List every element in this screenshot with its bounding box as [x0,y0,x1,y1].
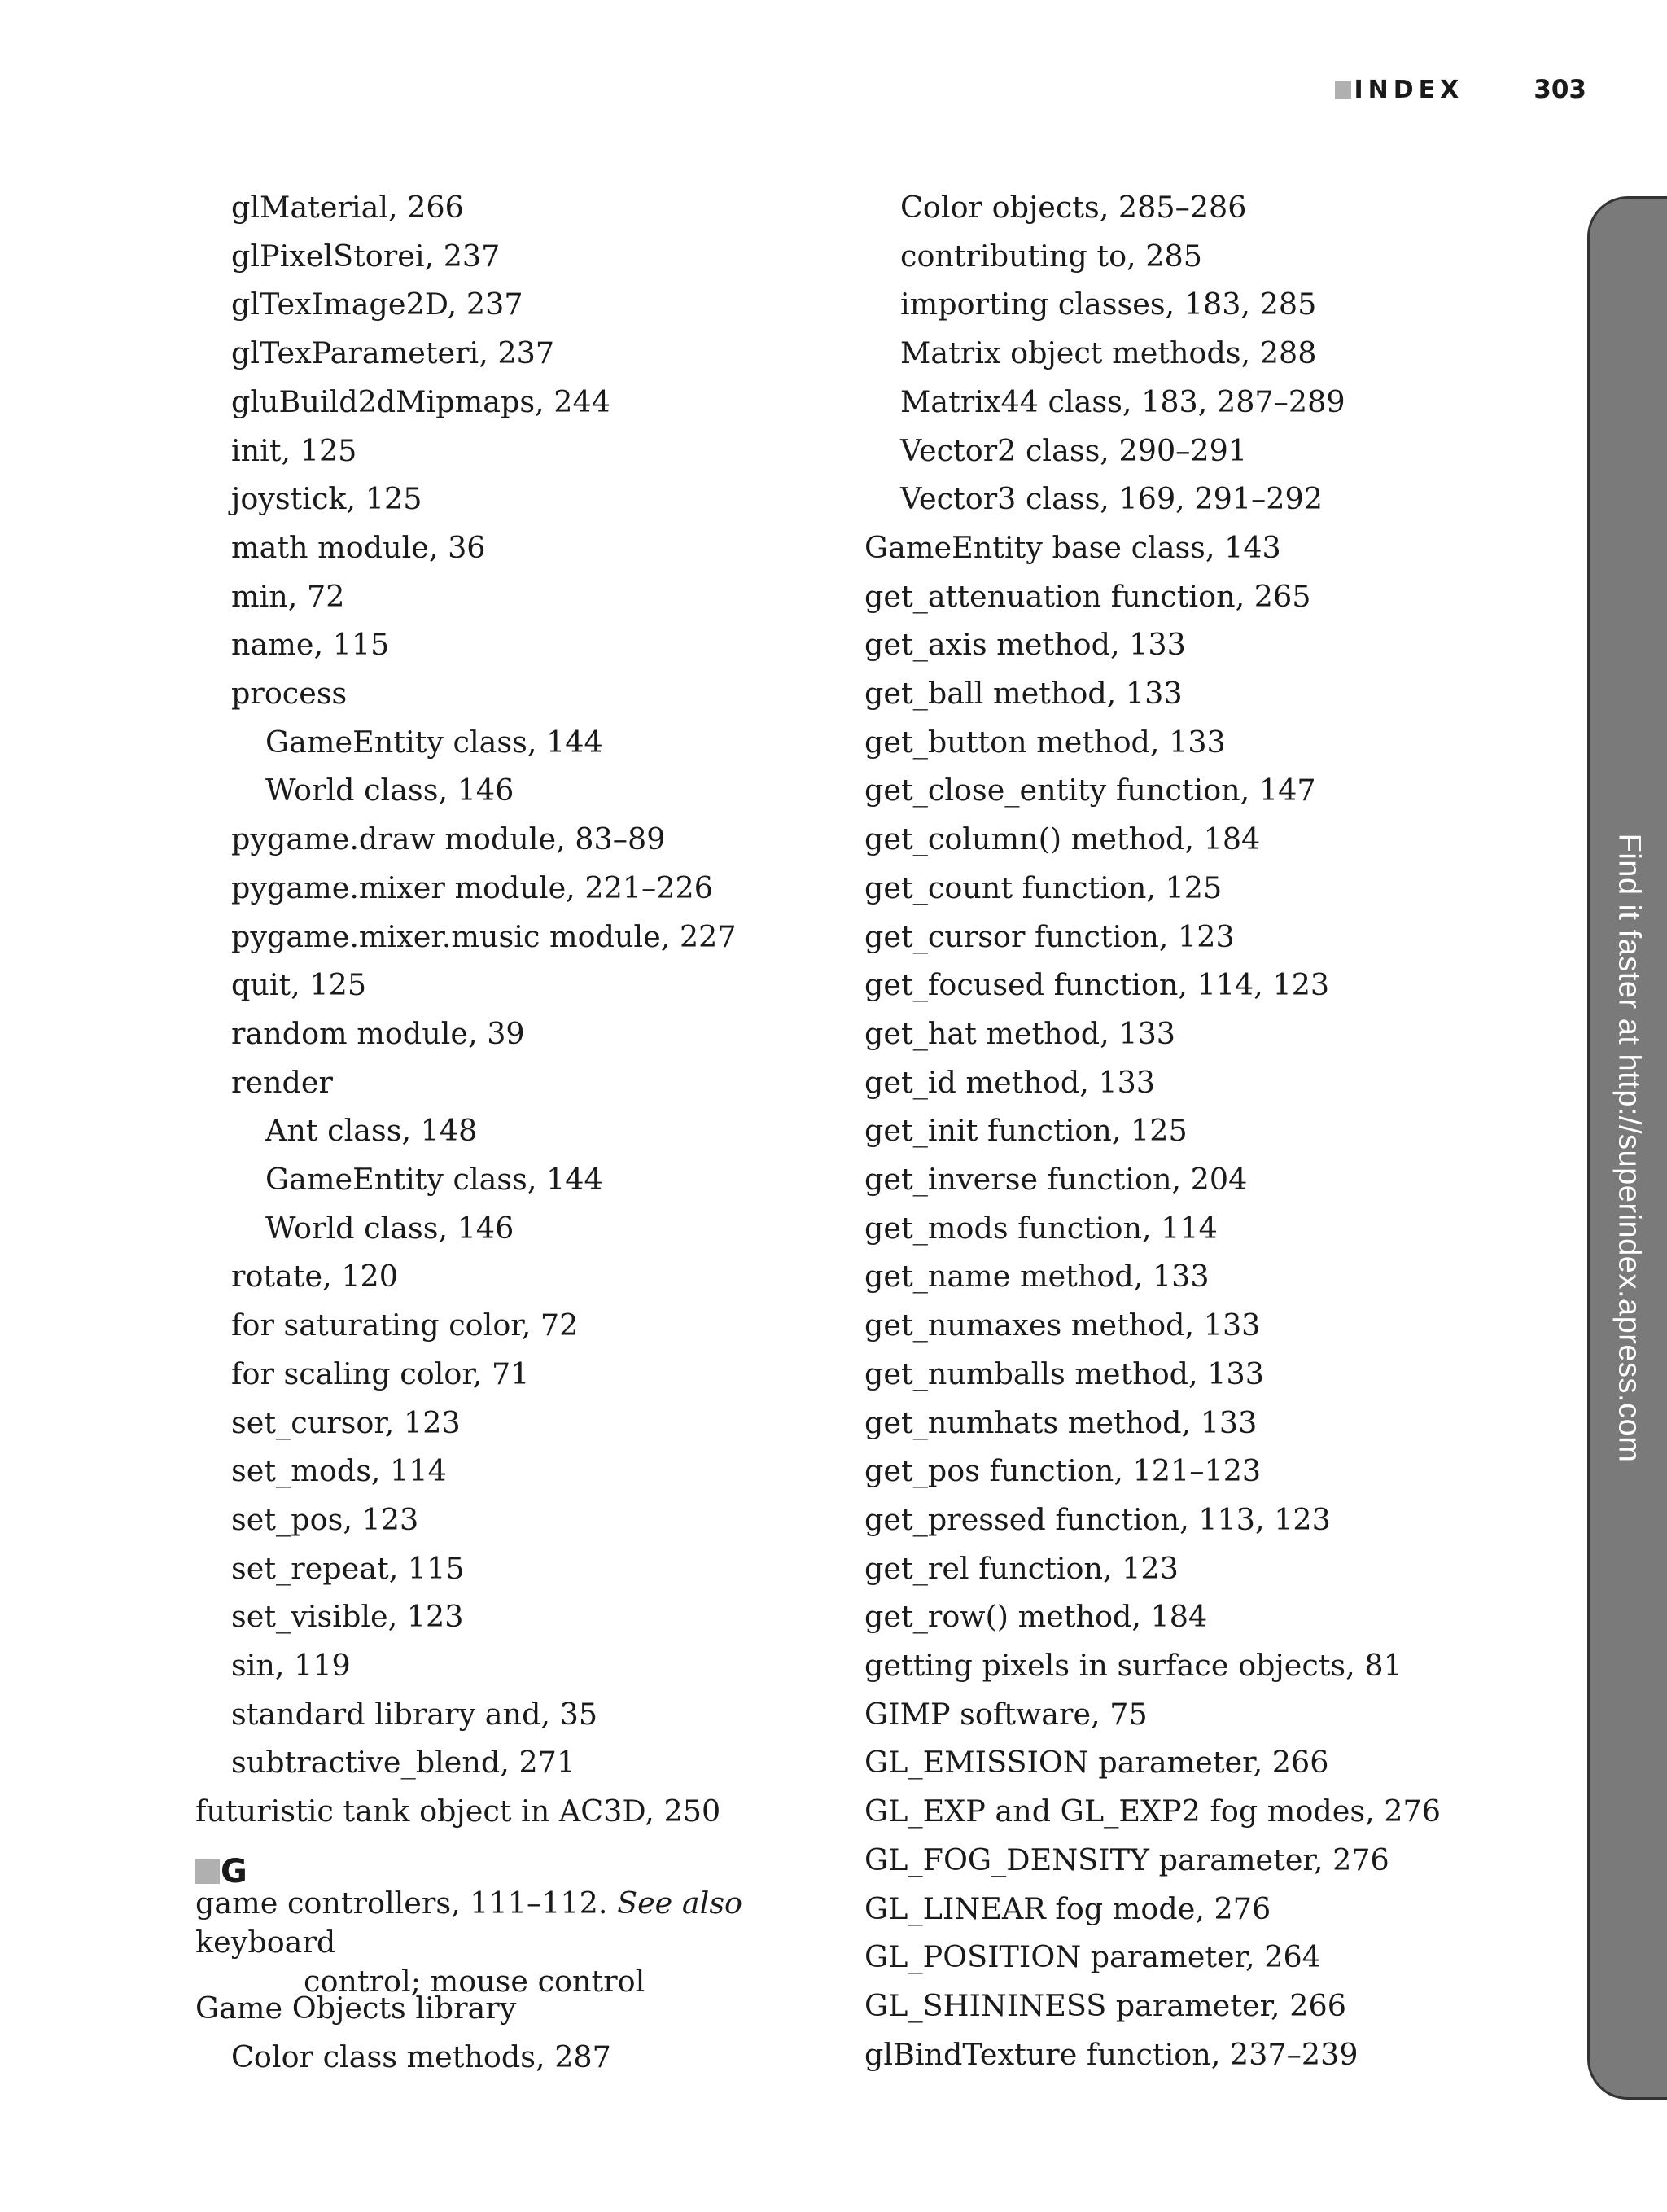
index-entry: contributing to, 285 [900,238,1202,274]
index-entry: GL_FOG_DENSITY parameter, 276 [864,1842,1389,1877]
index-entry: get_numballs method, 133 [864,1356,1264,1391]
index-entry: glTexParameteri, 237 [231,335,555,371]
index-entry: GameEntity class, 144 [265,1162,603,1197]
index-entry: GameEntity class, 144 [265,724,603,760]
letter-marker [195,1859,220,1884]
index-entry: get_column() method, 184 [864,821,1261,857]
index-entry: get_pressed function, 113, 123 [864,1501,1331,1537]
index-entry: GL_EMISSION parameter, 266 [864,1745,1329,1781]
entry-first-line [195,1884,822,1962]
index-entry: standard library and, 35 [231,1696,598,1732]
index-entry: GL_EXP and GL_EXP2 fog modes, 276 [864,1794,1441,1829]
index-entry: get_inverse function, 204 [864,1162,1248,1197]
index-entry: get_id method, 133 [864,1064,1156,1100]
index-entry: pygame.mixer.music module, 227 [231,918,737,954]
index-entry: name, 115 [231,627,390,663]
index-entry: GL_LINEAR fog mode, 276 [864,1890,1271,1926]
index-entry: get_ball method, 133 [864,676,1183,711]
index-entry: get_name method, 133 [864,1259,1210,1294]
index-entry: importing classes, 183, 285 [900,287,1317,322]
index-entry: set_mods, 114 [231,1453,447,1489]
index-entry: get_axis method, 133 [864,627,1186,663]
index-entry: min, 72 [231,578,345,614]
index-entry: glTexImage2D, 237 [231,287,523,322]
index-entry: set_cursor, 123 [231,1404,461,1440]
index-entry: GIMP software, 75 [864,1696,1148,1732]
index-entry: quit, 125 [231,967,367,1003]
index-entry: process [231,676,348,711]
see-also-reference: See also [617,1886,743,1921]
index-entry: futuristic tank object in AC3D, 250 [195,1794,721,1829]
index-entry: for saturating color, 72 [231,1307,579,1343]
letter-label: G [221,1853,247,1890]
index-entry: set_pos, 123 [231,1501,419,1537]
index-entry: render [231,1064,333,1100]
index-entry: get_rel function, 123 [864,1550,1179,1586]
index-entry: World class, 146 [265,1210,514,1246]
index-entry: get_cursor function, 123 [864,918,1235,954]
index-entry: Matrix object methods, 288 [900,335,1317,371]
index-entry: Vector3 class, 169, 291–292 [900,481,1323,517]
section-marker [1335,81,1351,99]
index-entry: get_numaxes method, 133 [864,1307,1261,1343]
index-entry: glMaterial, 266 [231,190,464,225]
index-entry: math module, 36 [231,529,486,565]
index-entry: get_pos function, 121–123 [864,1453,1262,1489]
index-entry: rotate, 120 [231,1259,398,1294]
index-entry: get_init function, 125 [864,1113,1188,1149]
index-entry: set_visible, 123 [231,1599,464,1635]
index-entry: pygame.mixer module, 221–226 [231,869,713,905]
index-entry: set_repeat, 115 [231,1550,465,1586]
entry-main-text: game controllers, 111–112. [195,1886,618,1921]
page-number: 303 [1534,75,1586,104]
index-entry: get_row() method, 184 [864,1599,1208,1635]
entry-rest-text: keyboard [195,1925,336,1960]
index-entry: init, 125 [231,432,357,468]
index-entry: for scaling color, 71 [231,1356,530,1391]
running-head [1335,75,1586,104]
index-entry: get_button method, 133 [864,724,1226,760]
index-entry: sin, 119 [231,1648,351,1683]
index-entry: Color class methods, 287 [231,2039,611,2074]
index-entry: joystick, 125 [231,481,422,517]
index-entry: get_attenuation function, 265 [864,578,1311,614]
index-entry: get_mods function, 114 [864,1210,1218,1246]
entry-continuation: control; mouse control [304,1964,645,1999]
index-entry: World class, 146 [265,773,514,808]
index-entry: GL_POSITION parameter, 264 [864,1939,1321,1975]
index-entry: get_numhats method, 133 [864,1404,1258,1440]
index-entry: random module, 39 [231,1015,525,1051]
index-entry: get_close_entity function, 147 [864,773,1316,808]
index-entry: gluBuild2dMipmaps, 244 [231,383,610,419]
index-entry: get_count function, 125 [864,869,1223,905]
index-entry: pygame.draw module, 83–89 [231,821,666,857]
index-entry: Game Objects library [195,1991,517,2026]
index-entry: Matrix44 class, 183, 287–289 [900,383,1345,419]
index-entry: glBindTexture function, 237–239 [864,2036,1359,2072]
section-label: INDEX [1354,75,1464,104]
index-entry: GL_SHININESS parameter, 266 [864,1987,1346,2023]
index-entry: get_hat method, 133 [864,1015,1176,1051]
side-tab-text: Find it faster at http://superindex.apress.com [1612,833,1646,1463]
index-entry: glPixelStorei, 237 [231,238,501,274]
index-entry: subtractive_blend, 271 [231,1745,576,1781]
index-entry: get_focused function, 114, 123 [864,967,1330,1003]
side-thumb-tab [1587,196,1667,2100]
index-entry: Color objects, 285–286 [900,190,1247,225]
index-entry: Vector2 class, 290–291 [900,432,1248,468]
index-entry: getting pixels in surface objects, 81 [864,1648,1402,1683]
index-entry: Ant class, 148 [265,1113,478,1149]
index-entry: GameEntity base class, 143 [864,529,1281,565]
